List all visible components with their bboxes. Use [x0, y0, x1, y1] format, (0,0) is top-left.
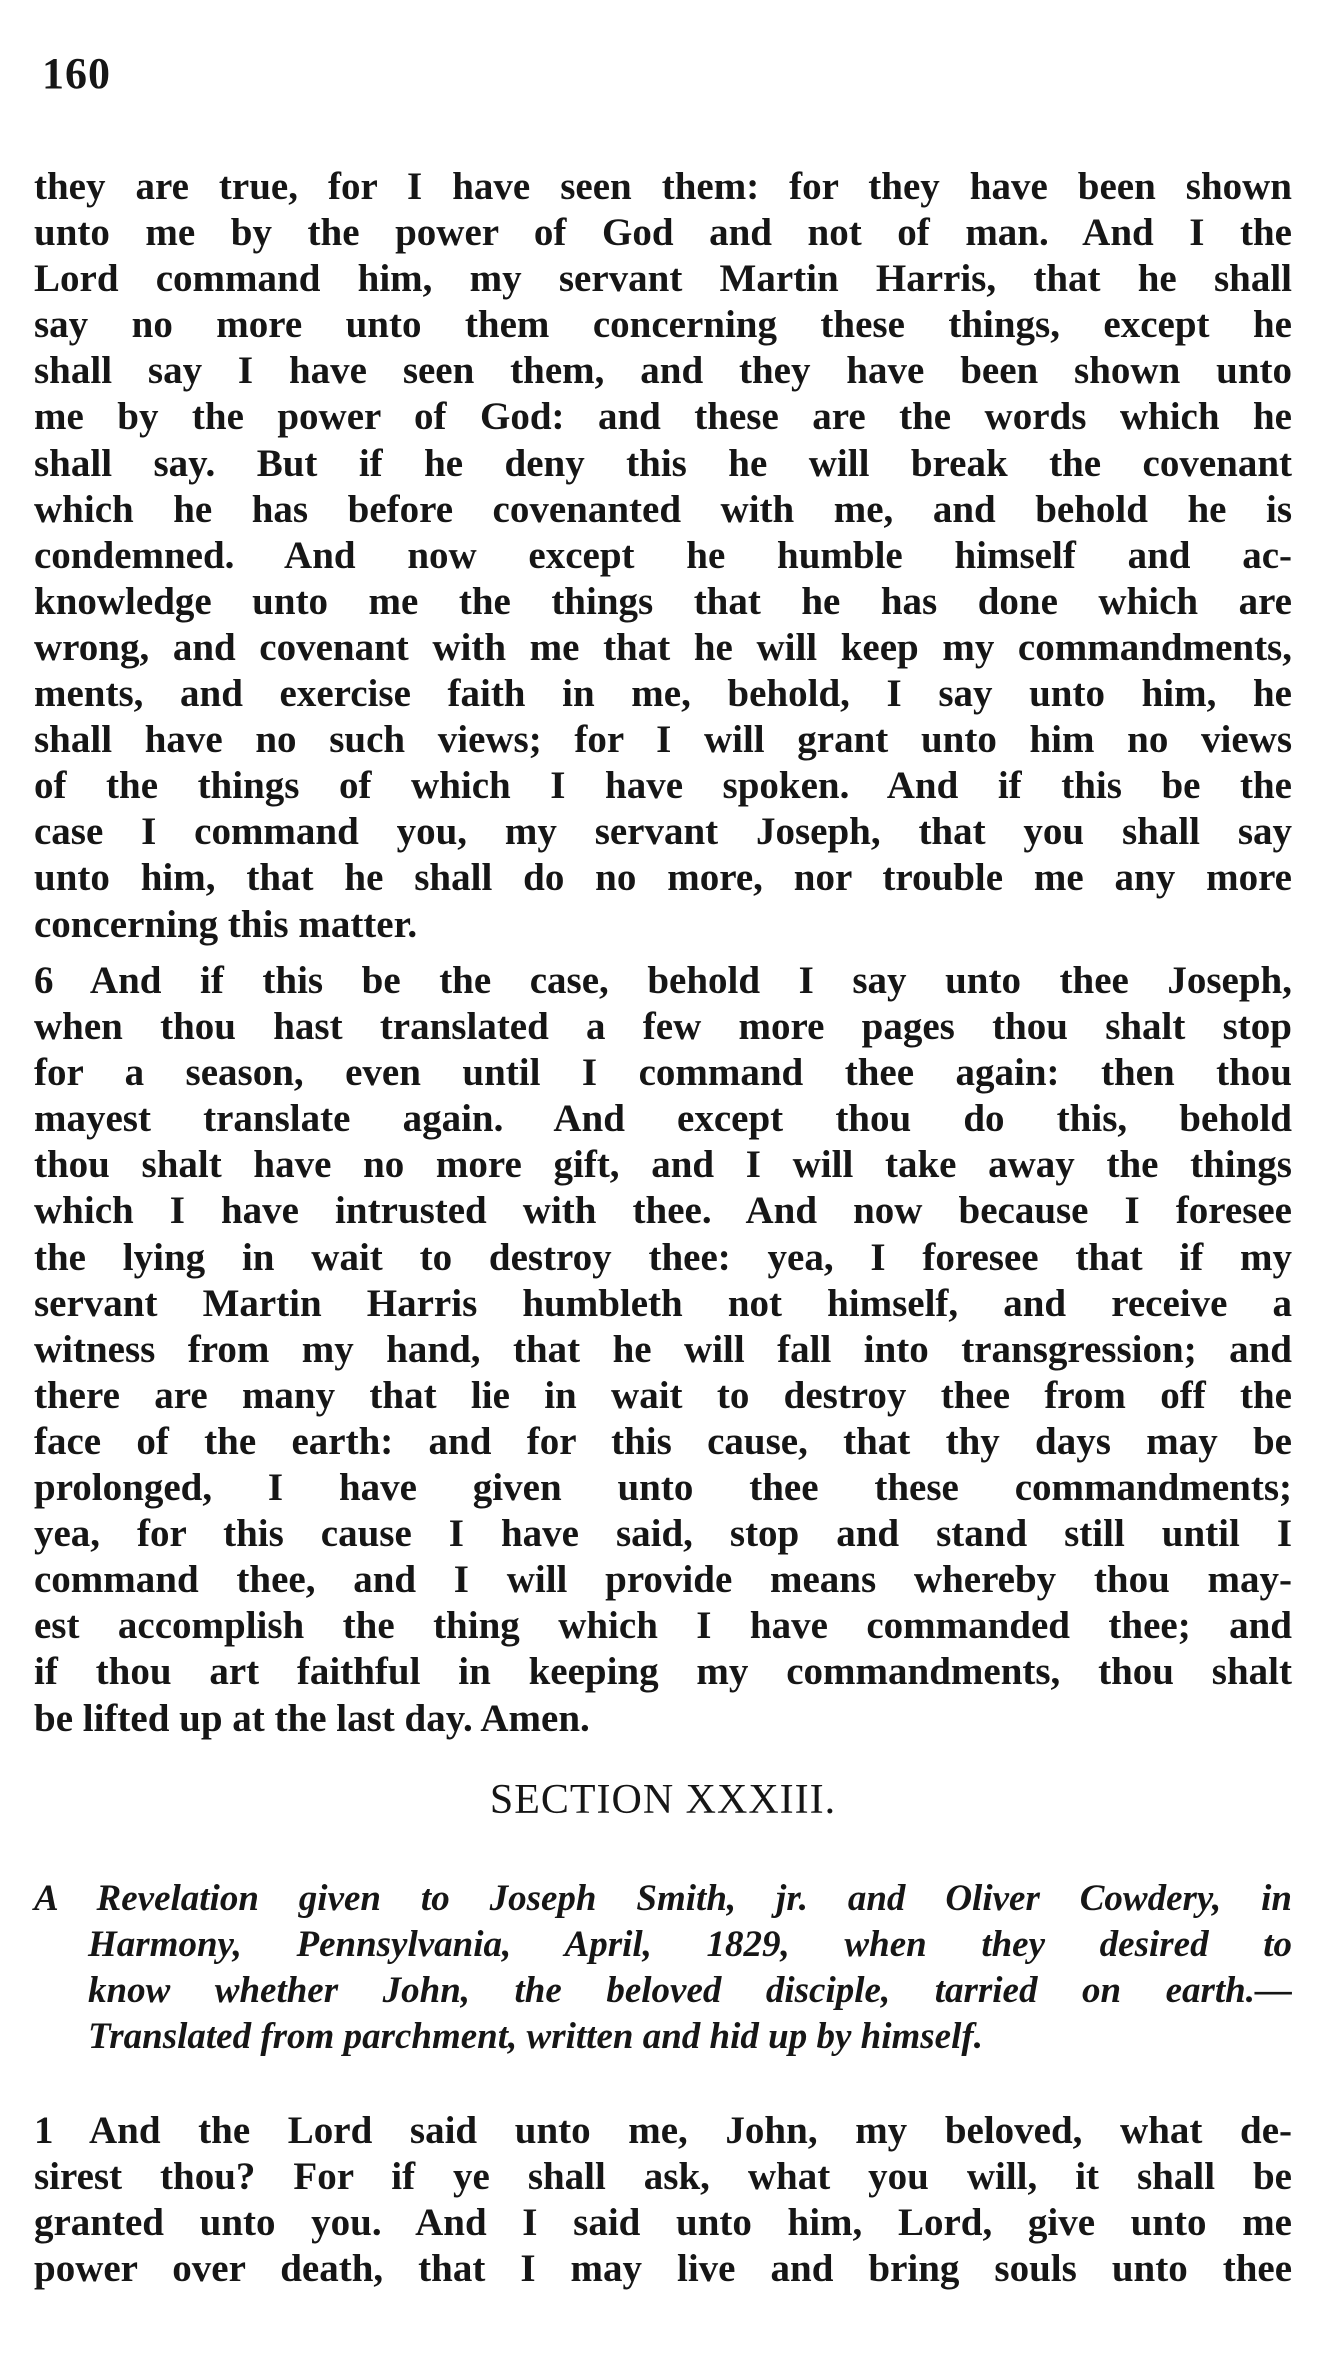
text-line: command thee, and I will provide means whereby thou may- — [34, 1558, 1292, 1602]
text-line: yea, for this cause I have said, stop and stand still until I — [34, 1512, 1292, 1556]
text-line: the lying in wait to destroy thee: yea, I foresee that if my — [34, 1235, 1292, 1279]
text-line: for a season, even until I command thee again: then thou — [34, 1051, 1292, 1095]
text-line: power over death, that I may live and bring souls unto thee — [34, 2247, 1292, 2291]
text-line: sirest thou? For if ye shall ask, what you will, it shall be — [34, 2155, 1292, 2199]
text-line: there are many that lie in wait to destroy thee from off the — [34, 1373, 1292, 1417]
headnote-line: Translated from parchment, written and hid up by himself. — [88, 2016, 983, 2057]
text-line: ments, and exercise faith in me, behold, I say unto him, he — [34, 672, 1292, 716]
text-line: mayest translate again. And except thou do this, behold — [34, 1097, 1292, 1141]
text-line: thou shalt have no more gift, and I will take away the things — [34, 1143, 1292, 1187]
text-line: be lifted up at the last day. Amen. — [34, 1696, 590, 1740]
page-number: 160 — [42, 49, 111, 98]
text-line: 6 And if this be the case, behold I say unto thee Joseph, — [34, 959, 1292, 1002]
text-line: say no more unto them concerning these things, except he — [34, 303, 1292, 347]
text-line: wrong, and covenant with me that he will keep my commandments, — [34, 625, 1292, 669]
text-line: condemned. And now except he humble himself and ac- — [34, 533, 1292, 577]
text-line: unto me by the power of God and not of man. And I the — [34, 211, 1292, 255]
text-line: servant Martin Harris humbleth not himself, and receive a — [34, 1281, 1292, 1325]
text-line: face of the earth: and for this cause, that thy days may be — [34, 1419, 1292, 1463]
paragraph-verse-6 — [34, 958, 1292, 1742]
headnote-line: know whether John, the beloved disciple, tarried on earth.— — [88, 1970, 1292, 2011]
text-line: which I have intrusted with thee. And now because I foresee — [34, 1189, 1292, 1233]
text-line: of the things of which I have spoken. And if this be the — [34, 764, 1292, 808]
paragraph-verse-1 — [34, 2108, 1292, 2292]
text-line: case I command you, my servant Joseph, that you shall say — [34, 810, 1292, 854]
text-line: granted unto you. And I said unto him, Lord, give unto me — [34, 2201, 1292, 2245]
text-line: when thou hast translated a few more pages thou shalt stop — [34, 1005, 1292, 1049]
headnote-line: A Revelation given to Joseph Smith, jr. and Oliver Cowdery, in — [34, 1878, 1292, 1919]
headnote-line: Harmony, Pennsylvania, April, 1829, when they desired to — [88, 1924, 1292, 1965]
text-line: which he has before covenanted with me, and behold he is — [34, 487, 1292, 531]
text-line: Lord command him, my servant Martin Harris, that he shall — [34, 257, 1292, 301]
text-line: unto him, that he shall do no more, nor trouble me any more — [34, 856, 1292, 900]
text-line: concerning this matter. — [34, 902, 418, 946]
text-line: shall have no such views; for I will grant unto him no views — [34, 718, 1292, 762]
text-line: shall say. But if he deny this he will break the covenant — [34, 441, 1292, 485]
text-line: if thou art faithful in keeping my commandments, thou shalt — [34, 1650, 1292, 1694]
section-heading: SECTION XXXIII. — [489, 1777, 837, 1823]
text-line: prolonged, I have given unto thee these commandments; — [34, 1466, 1292, 1510]
book-page — [34, 0, 1292, 2364]
paragraph-continued-verse — [34, 164, 1292, 948]
text-line: me by the power of God: and these are the words which he — [34, 395, 1292, 439]
text-line: witness from my hand, that he will fall into transgression; and — [34, 1327, 1292, 1371]
text-line: they are true, for I have seen them: for they have been shown — [34, 165, 1292, 208]
section-headnote — [34, 1876, 1292, 2060]
text-line: knowledge unto me the things that he has done which are — [34, 579, 1292, 623]
text-line: est accomplish the thing which I have commanded thee; and — [34, 1604, 1292, 1648]
text-line: shall say I have seen them, and they have been shown unto — [34, 349, 1292, 393]
text-line: 1 And the Lord said unto me, John, my beloved, what de- — [34, 2109, 1292, 2152]
